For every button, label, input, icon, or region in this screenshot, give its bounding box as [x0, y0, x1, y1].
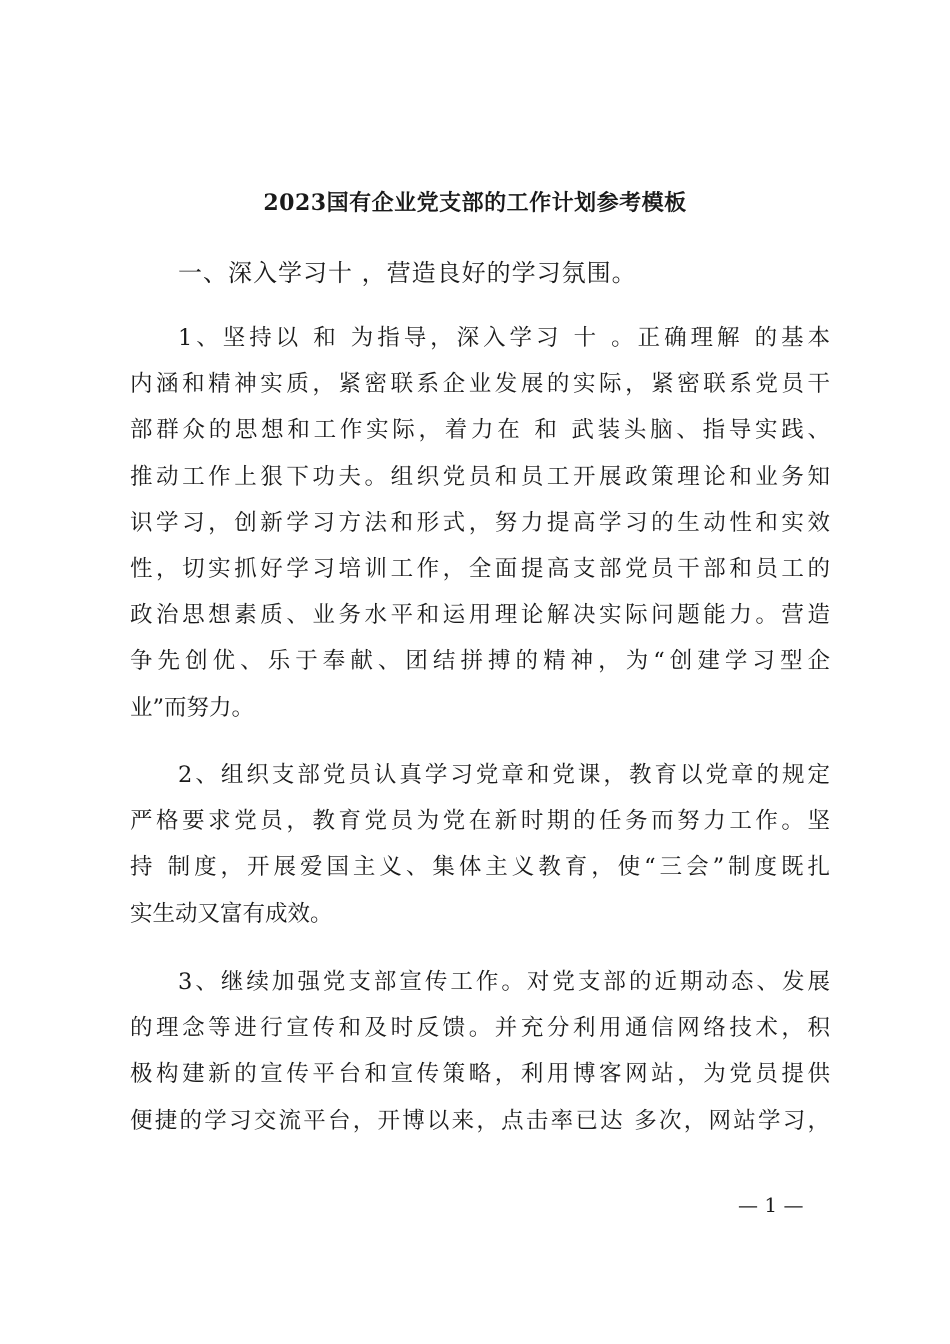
paragraph-line: 3、继续加强党支部宣传工作。对党支部的近期动态、发展: [178, 969, 830, 995]
paragraph-line: 识学习，创新学习方法和形式，努力提高学习的生动性和实效: [130, 509, 830, 536]
paragraph-line: 政治思想素质、业务水平和运用理论解决实际问题能力。营造: [130, 602, 830, 629]
paragraph-line: 部群众的思想和工作实际，着力在 和 武装头脑、指导实践、: [130, 417, 830, 444]
paragraph-line: 持 制度，开展爱国主义、集体主义教育，使“三会”制度既扎: [130, 854, 830, 881]
paragraph-line: 内涵和精神实质，紧密联系企业发展的实际，紧密联系党员干: [130, 371, 830, 398]
paragraph-line: 业”而努力。: [130, 694, 255, 721]
paragraph-line: 性，切实抓好学习培训工作，全面提高支部党员干部和员工的: [130, 555, 830, 582]
paragraph-line: 便捷的学习交流平台，开博以来，点击率已达 多次，网站学习，: [130, 1107, 830, 1134]
paragraph-line: 2、组织支部党员认真学习党章和党课，教育以党章的规定: [178, 762, 830, 788]
page-number: — 1 —: [738, 1193, 804, 1217]
document-title: 2023国有企业党支部的工作计划参考模板: [263, 190, 687, 216]
paragraph-2: [130, 752, 830, 937]
section-heading: 一、深入学习十 ，营造良好的学习氛围。: [178, 259, 637, 287]
paragraph-line: 推动工作上狠下功夫。组织党员和员工开展政策理论和业务知: [130, 463, 830, 490]
paragraph-line: 极构建新的宣传平台和宣传策略，利用博客网站，为党员提供: [130, 1061, 830, 1088]
paragraph-line: 1、坚持以 和 为指导，深入学习 十 。正确理解 的基本: [178, 325, 830, 351]
paragraph-line: 的理念等进行宣传和及时反馈。并充分利用通信网络技术，积: [130, 1015, 830, 1042]
paragraph-line: 严格要求党员，教育党员为党在新时期的任务而努力工作。坚: [130, 808, 830, 835]
paragraph-3: [130, 959, 830, 1144]
paragraph-line: 争先创优、乐于奉献、团结拼搏的精神，为“创建学习型企: [130, 648, 830, 675]
paragraph-line: 实生动又富有成效。: [130, 900, 333, 927]
paragraph-1: [130, 315, 830, 731]
